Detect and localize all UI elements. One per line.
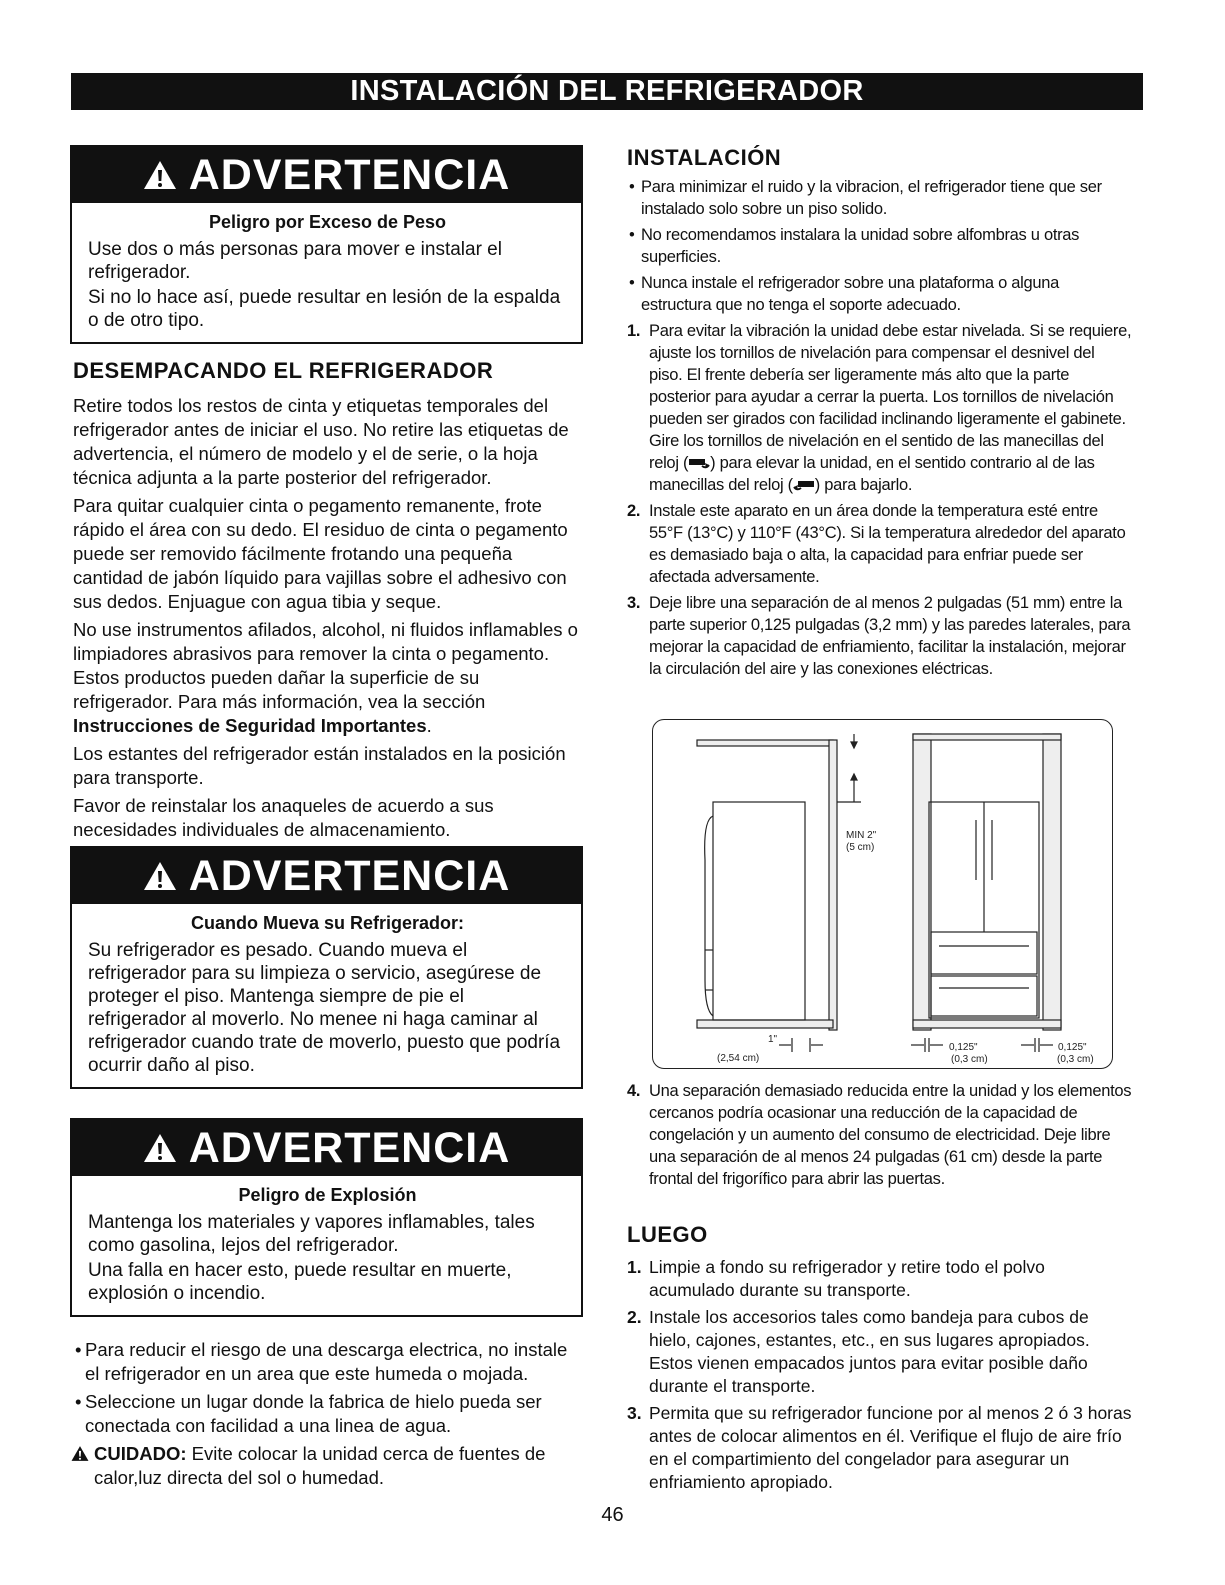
paragraph: Retire todos los restos de cinta y etiquetas temporales del refrigerador antes de iniciar el uso. No retire las etiquetas de advertencia, el número de modelo y el de serie, o la hoja técnica adjunta a la parte posterior del refrigerador. <box>73 395 569 488</box>
step-number: 1. <box>627 1257 642 1277</box>
caution-text: Evite colocar la unidad cerca de fuentes de calor,luz directa del sol o humedad. <box>94 1443 546 1488</box>
warning-text: Una falla en hacer esto, puede resultar en muerte, explosión o incendio. <box>88 1260 512 1304</box>
numbered-step <box>627 500 1132 588</box>
list-item: • Para reducir el riesgo de una descarga electrica, no instale el refrigerador en un area que este humeda o mojada. <box>75 1339 568 1384</box>
step-number: 3. <box>627 594 641 612</box>
step-number: 4. <box>627 1082 641 1100</box>
page-header: INSTALACIÓN DEL REFRIGERADOR <box>71 73 1143 110</box>
step-number: 2. <box>627 1307 642 1327</box>
clearance-diagram-drawing <box>653 720 1111 1067</box>
warning-box-weight <box>70 145 583 344</box>
list-item-text: Para reducir el riesgo de una descarga electrica, no instale el refrigerador en un area que este humeda o mojada. <box>85 1339 568 1384</box>
warning-box-moving <box>70 846 583 1089</box>
list-item-text: Seleccione un lugar donde la fabrica de hielo pueda ser conectada con facilidad a una linea de agua. <box>85 1391 542 1436</box>
warning-header <box>72 147 581 203</box>
section-heading-after: LUEGO <box>627 1222 708 1247</box>
warning-text: Mantenga los materiales y vapores inflamables, tales como gasolina, lejos del refrigerador. <box>88 1212 535 1256</box>
warning-text: Si no lo hace así, puede resultar en lesión de la espalda o de otro tipo. <box>88 287 561 331</box>
warning-subtitle: Peligro de Explosión <box>238 1185 417 1205</box>
min-clearance-label: MIN 2" <box>846 830 877 841</box>
step-text: Instale los accesorios tales como bandeja para cubos de hielo, cajones, estantes, etc., en sus lugares apropiados. Estos vienen empacados juntos para evitar posible daño durante el transporte. <box>649 1307 1090 1396</box>
installation-text <box>627 176 1132 684</box>
warning-text: Su refrigerador es pesado. Cuando mueva el refrigerador para su limpieza o servicio, asegúrese de proteger el piso. Mantenga siempre de pie el refrigerador al moverlo. No menee ni haga caminar al refrigerador cuando trate de moverlo, puesto que podría ocurrir daño al piso. <box>88 940 561 1076</box>
warning-header <box>72 848 581 904</box>
page-number: 46 <box>601 1504 624 1526</box>
warning-title: ADVERTENCIA <box>188 1123 511 1172</box>
side-gap-cm: (0,3 cm) <box>951 1054 988 1065</box>
section-heading-unpacking: DESEMPACANDO EL REFRIGERADOR <box>73 358 494 383</box>
warning-subtitle: Cuando Mueva su Refrigerador: <box>190 913 465 933</box>
list-item: • Para minimizar el ruido y la vibracion, el refrigerador tiene que ser instalado solo sobre un piso solido. <box>629 178 1102 218</box>
paragraph: Favor de reinstalar los anaqueles de acuerdo a sus necesidades individuales de almacenamiento. <box>73 795 494 840</box>
list-item-text: Nunca instale el refrigerador sobre una plataforma o alguna estructura que no tenga el soporte adecuado. <box>641 274 1059 314</box>
counterclockwise-screw-icon <box>793 478 815 492</box>
step-text: ) para bajarlo. <box>814 476 913 494</box>
step-number: 2. <box>627 502 641 520</box>
paragraph: Para quitar cualquier cinta o pegamento remanente, frote rápido el área con su dedo. El residuo de cinta o pegamento puede ser removido fácilmente frotando una pequeña cantidad de jabón líquido para vajillas sobre el adhesivo con sus dedos. Enjuague con agua tibia y seque. <box>73 495 568 612</box>
side-gap-label: 0,125" <box>1058 1042 1087 1053</box>
step-number: 1. <box>627 322 641 340</box>
step-text: ) para elevar la unidad, en el sentido contrario al de las manecillas del reloj ( <box>649 454 1095 494</box>
unpacking-text <box>73 394 583 846</box>
side-gap-label: 0,125" <box>949 1042 978 1053</box>
step-text: Una separación demasiado reducida entre la unidad y los elementos cercanos podría ocasionar una reducción de la capacidad de congelación y un aumento del consumo de electricidad. Deje libre una separación de al menos 24 pulgadas (61 cm) desde la parte frontal del frigorífico para abrir las puertas. <box>649 1082 1132 1188</box>
rear-gap-label: 1" <box>768 1034 778 1045</box>
side-gap-cm: (0,3 cm) <box>1057 1054 1094 1065</box>
caution-note <box>73 1442 578 1490</box>
step-text: Para evitar la vibración la unidad debe estar nivelada. Si se requiere, ajuste los tornillos de nivelación para compensar el desnivel del piso. El frente debería ser ligeramente más alto que la parte posterior para ayudar a cerrar la puerta. Los tornillos de nivelación pueden ser girados con facilidad inclinando ligeramente el gabinete. Gire los tornillos de nivelación en el sentido de las manecillas del reloj ( <box>649 322 1132 472</box>
paragraph <box>73 618 583 738</box>
numbered-step <box>627 1402 1132 1494</box>
installation-step4 <box>627 1080 1132 1194</box>
numbered-step <box>627 1256 1132 1302</box>
step-number: 3. <box>627 1403 642 1423</box>
step-text: Permita que su refrigerador funcione por al menos 2 ó 3 horas antes de colocar alimentos en él. Verifique el flujo de aire frío en el compartimiento del congelador para asegurar un enfriamiento apropiado. <box>649 1403 1132 1492</box>
clockwise-screw-icon <box>688 456 710 470</box>
warning-triangle-icon <box>143 1133 177 1163</box>
warning-header <box>72 1120 581 1176</box>
numbered-step <box>627 1080 1132 1190</box>
numbered-step <box>627 1306 1132 1398</box>
warning-box-explosion <box>70 1118 583 1317</box>
list-item: • Seleccione un lugar donde la fabrica de hielo pueda ser conectada con facilidad a una linea de agua. <box>75 1391 542 1436</box>
caution-label: CUIDADO: <box>94 1443 187 1464</box>
step-text: Deje libre una separación de al menos 2 pulgadas (51 mm) entre la parte superior 0,125 pulgadas (3,2 mm) y las paredes laterales, para mejorar la capacidad de enfriamiento, facilitar la instalación, mejorar la circulación del aire y las conexiones eléctricas. <box>649 594 1131 678</box>
list-item-text: Para minimizar el ruido y la vibracion, el refrigerador tiene que ser instalado solo sobre un piso solido. <box>641 178 1102 218</box>
caution-triangle-icon <box>71 1445 89 1462</box>
numbered-step <box>627 592 1132 680</box>
step-text: Limpie a fondo su refrigerador y retire todo el polvo acumulado durante su transporte. <box>649 1257 1045 1300</box>
list-item: • Nunca instale el refrigerador sobre una plataforma o alguna estructura que no tenga el soporte adecuado. <box>629 274 1059 314</box>
warning-title: ADVERTENCIA <box>188 851 511 900</box>
warning-title: ADVERTENCIA <box>188 150 511 199</box>
paragraph-text: No use instrumentos afilados, alcohol, ni fluidos inflamables o limpiadores abrasivos para remover la cinta o pegamento. Estos productos pueden dañar la superficie de su refrigerador. Para más información, vea la sección <box>73 619 578 712</box>
step-text: Instale este aparato en un área donde la temperatura esté entre 55°F (13°C) y 110°F (43°C). Si la temperatura alrededor del aparato es demasiado baja o alta, la capacidad para enfriar puede ser afectada adversamente. <box>649 502 1126 586</box>
paragraph: Los estantes del refrigerador están instalados en la posición para transporte. <box>73 743 566 788</box>
warning-text: Use dos o más personas para mover e instalar el refrigerador. <box>88 239 502 283</box>
warning-triangle-icon <box>143 160 177 190</box>
list-item: • No recomendamos instalara la unidad sobre alfombras u otras superficies. <box>629 226 1080 266</box>
warning-subtitle: Peligro por Exceso de Peso <box>208 212 447 232</box>
left-bullets <box>73 1338 578 1490</box>
after-steps <box>627 1256 1132 1498</box>
warning-triangle-icon <box>143 861 177 891</box>
min-clearance-cm: (5 cm) <box>846 842 875 853</box>
clearance-diagram <box>652 719 1113 1069</box>
numbered-step <box>627 320 1132 496</box>
safety-reference: Instrucciones de Seguridad Importantes <box>73 715 427 736</box>
paragraph-text: . <box>426 715 432 736</box>
section-heading-installation: INSTALACIÓN <box>627 145 782 170</box>
rear-gap-cm: (2,54 cm) <box>717 1053 760 1064</box>
list-item-text: No recomendamos instalara la unidad sobre alfombras u otras superficies. <box>641 226 1080 266</box>
